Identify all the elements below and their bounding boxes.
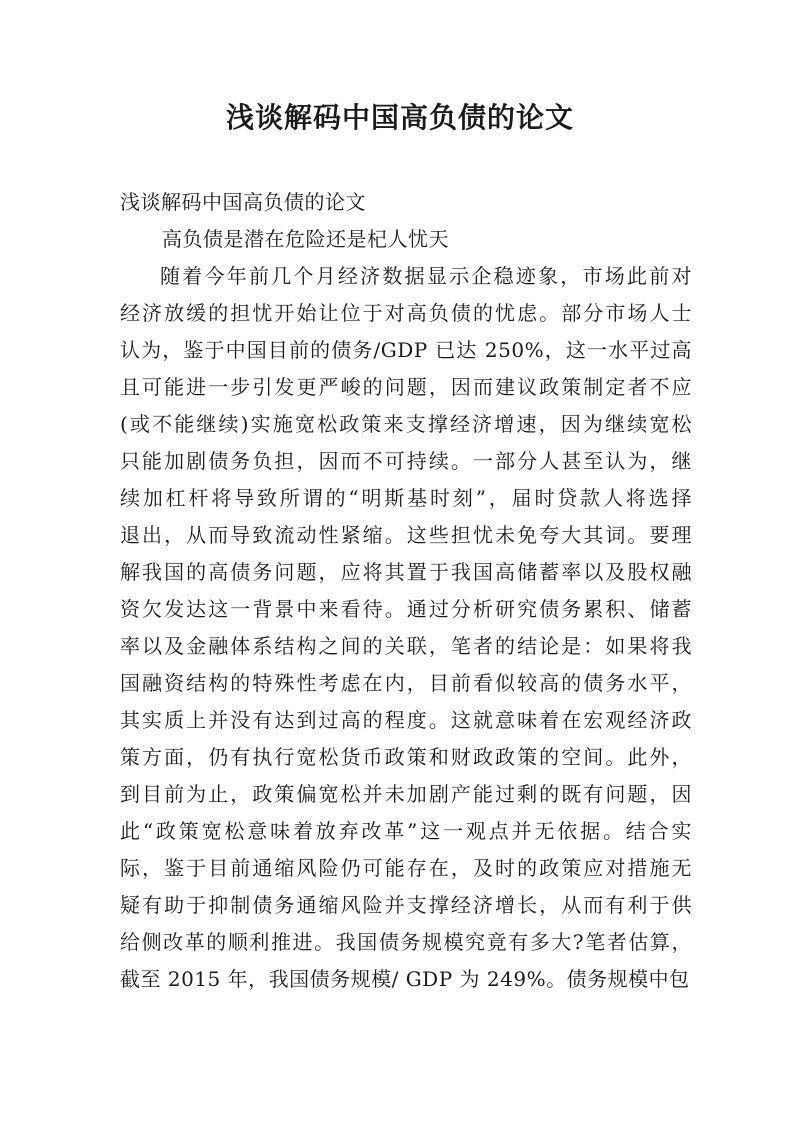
paragraph-line: 际，鉴于目前通缩风险仍可能存在，及时的政策应对措施无: [120, 856, 692, 880]
paragraph-line: 策方面，仍有执行宽松货币政策和财政政策的空间。此外，: [120, 745, 692, 769]
paragraph-line: 到目前为止，政策偏宽松并未加剧产能过剩的既有问题，因: [120, 782, 692, 806]
section-heading: 高负债是潜在危险还是杞人忧天: [162, 227, 449, 251]
subtitle-line: 浅谈解码中国高负债的论文: [120, 190, 366, 214]
paragraph-line: 续加杠杆将导致所谓的“明斯基时刻”，届时贷款人将选择: [120, 486, 692, 510]
paragraph-line: 截至 2015 年，我国债务规模/ GDP 为 249%。债务规模中包: [120, 967, 690, 991]
paragraph-line: 国融资结构的特殊性考虑在内，目前看似较高的债务水平，: [120, 671, 692, 695]
paragraph-line: 资欠发达这一背景中来看待。通过分析研究债务累积、储蓄: [120, 597, 692, 621]
paragraph-line: 退出，从而导致流动性紧缩。这些担忧未免夸大其词。要理: [120, 523, 692, 547]
paragraph-line: 认为，鉴于中国目前的债务/GDP 已达 250%，这一水平过高: [120, 338, 692, 362]
paragraph-line: 疑有助于抑制债务通缩风险并支撑经济增长，从而有利于供: [120, 893, 692, 917]
paragraph-line: 给侧改革的顺利推进。我国债务规模究竟有多大?笔者估算，: [120, 930, 692, 954]
paragraph-line: (或不能继续)实施宽松政策来支撑经济增速，因为继续宽松: [120, 412, 692, 436]
paragraph-line: 率以及金融体系结构之间的关联，笔者的结论是：如果将我: [120, 634, 692, 658]
paragraph-line: 此“政策宽松意味着放弃改革”这一观点并无依据。结合实: [120, 819, 692, 843]
paragraph-line: 只能加剧债务负担，因而不可持续。一部分人甚至认为，继: [120, 449, 692, 473]
paragraph-line: 经济放缓的担忧开始让位于对高负债的忧虑。部分市场人士: [120, 301, 692, 325]
document-body: [120, 184, 692, 998]
paragraph-line: 解我国的高债务问题，应将其置于我国高储蓄率以及股权融: [120, 560, 692, 584]
paragraph-line: 其实质上并没有达到过高的程度。这就意味着在宏观经济政: [120, 708, 692, 732]
paragraph-line: 且可能进一步引发更严峻的问题，因而建议政策制定者不应: [120, 375, 692, 399]
document-title: 浅谈解码中国高负债的论文: [225, 101, 574, 134]
paragraph-line: 随着今年前几个月经济数据显示企稳迹象，市场此前对: [160, 264, 692, 288]
